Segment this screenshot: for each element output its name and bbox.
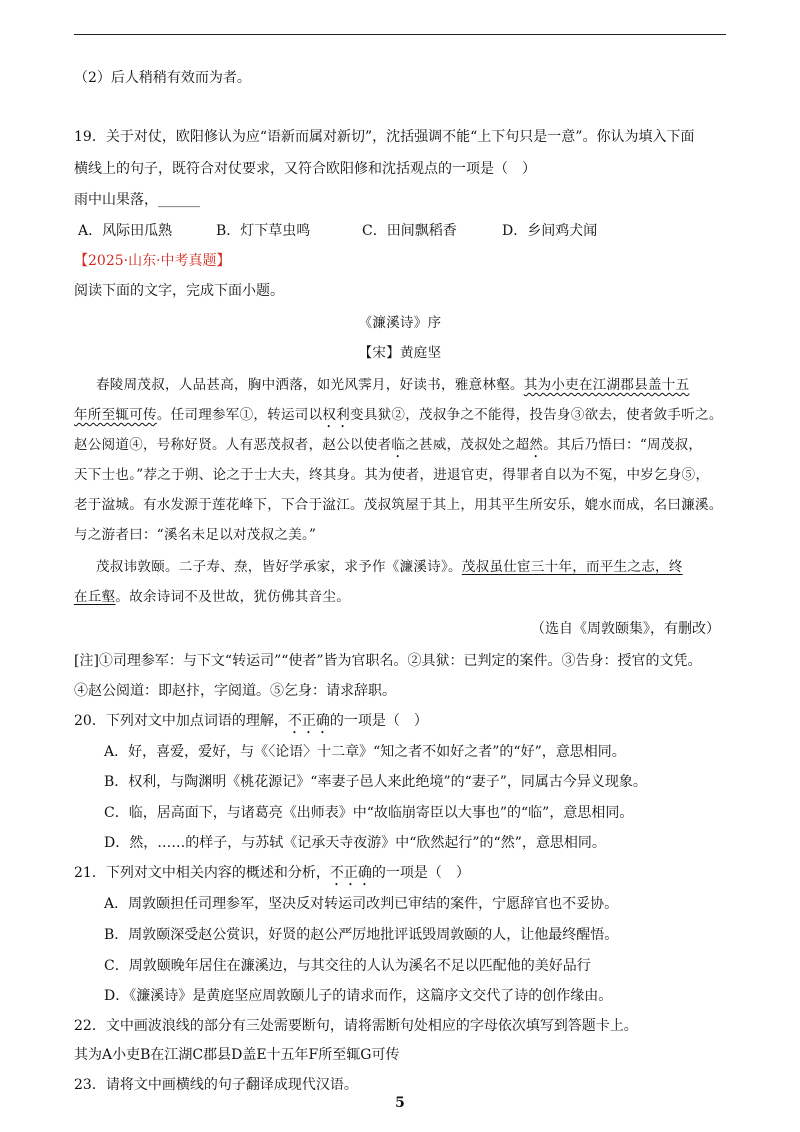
notes-line2: ④赵公阅道：即赵抃，字阅道。⑤乞身：请求辞职。	[74, 683, 396, 699]
passage-title: 《濂溪诗》序	[358, 315, 442, 331]
q20-option-b[interactable]: B．权利，与陶渊明《桃花源记》“率妻子邑人来此绝境”的“妻子”，同属古今异义现象。	[104, 774, 647, 790]
wavy-segment: 年所至辄可传	[74, 407, 157, 423]
q19-option-d[interactable]: D．乡间鸡犬闻	[502, 223, 598, 239]
source-tag: 【2025·山东·中考真题】	[74, 253, 231, 269]
passage-text: 之甚威，茂叔处之超	[405, 437, 530, 453]
q21-option-d[interactable]: D．《濂溪诗》是黄庭坚应周敦颐儿子的请求而作，这篇序文交代了诗的创作缘由。	[104, 988, 613, 1004]
q20-stem-text: 20．下列对文中加点词语的理解，	[74, 713, 288, 729]
passage-text: 春陵周茂叔，人品甚高，胸中洒落，如光风霁月，好读书，雅意林壑。	[96, 377, 524, 393]
q20-option-c[interactable]: C．临，居高面下，与诸葛亮《出师表》中“故临崩寄臣以大事也”的“临”，意思相同。	[104, 805, 634, 821]
passage-source: （选自《周敦颐集》，有删改）	[531, 621, 720, 637]
q22-line2: 其为A小吏B在江湖C郡县D盖E十五年F所至辄G可传	[74, 1047, 400, 1063]
passage-p2-line2	[74, 587, 350, 607]
passage-p1-line2	[74, 405, 723, 431]
passage-p1-line1	[96, 375, 689, 395]
passage-text: 。任司理参军①，转运司以	[156, 407, 323, 423]
q21-stem-text: 21．下列对文中相关内容的概述和分析，	[74, 865, 330, 881]
passage-p1-line3	[74, 435, 702, 461]
passage-text: 。其后乃悟曰：“周茂叔，	[543, 437, 703, 453]
q21-emphasis: 不正确	[329, 865, 372, 881]
underlined-sentence: 在丘壑	[74, 589, 116, 605]
q21-stem-end: 的一项是（ ）	[371, 865, 470, 881]
passage-text: 赵公阅道④，号称好贤。人有恶茂叔者，赵公以使者	[74, 437, 392, 453]
reading-instruction: 阅读下面的文字，完成下面小题。	[74, 283, 284, 299]
passage-author: 【宋】黄庭坚	[358, 345, 442, 361]
q20-emphasis: 不正确	[287, 713, 330, 729]
q19-option-c[interactable]: C．田间飘稻香	[362, 223, 457, 239]
passage-p1-line4: 天下士也。”荐之于朔、论之于士大夫，终其身。其为使者，进退官吏，得罪者自以为不冤，中岁乞身⑤，	[74, 467, 710, 483]
dotted-word-quanli: 权利	[322, 407, 351, 423]
q19-line1: 19．关于对仗，欧阳修认为应“语新而属对新切”，沈括强调不能“上下句只是一意”。你认为填入下面	[74, 129, 695, 145]
q23-line1: 23．请将文中画横线的句子翻译成现代汉语。	[74, 1077, 358, 1093]
q21-option-b[interactable]: B．周敦颐深受赵公赏识，好贤的赵公严厉地批评诋毁周敦颐的人，让他最终醒悟。	[104, 927, 619, 943]
passage-p1-line5: 老于湓城。有水发源于莲花峰下，下合于湓江。茂叔筑屋于其上，用其平生所安乐，媲水而成，名曰濂溪。	[74, 497, 723, 513]
header-rule	[74, 34, 726, 35]
underlined-sentence: 茂叔虽仕宦三十年，而平生之志，终	[461, 559, 683, 575]
answer-line: （2）后人稍稍有效而为者。	[74, 70, 251, 86]
wavy-segment: 其为小吏在江湖郡县盖十五	[523, 377, 690, 393]
q19-option-b[interactable]: B．灯下草虫鸣	[216, 223, 311, 239]
q21-stem	[74, 863, 470, 889]
q21-option-a[interactable]: A．周敦颐担任司理参军，坚决反对转运司改判已审结的案件，宁愿辞官也不妥协。	[104, 896, 619, 912]
dotted-word-ran: 然	[529, 437, 544, 453]
q20-stem-end: 的一项是（ ）	[329, 713, 428, 729]
q20-option-d[interactable]: D．然，……的样子，与苏轼《记承天寺夜游》中“欣然起行”的“然”，意思相同。	[104, 835, 606, 851]
q19-option-a[interactable]: A．风际田瓜熟	[78, 223, 173, 239]
q22-line1: 22．文中画波浪线的部分有三处需要断句，请将需断句处相应的字母依次填写到答题卡上。	[74, 1018, 638, 1034]
notes-line1: [注]①司理参军：与下文“转运司”“使者”皆为官职名。②具狱：已判定的案件。③告身：授官的文凭。	[74, 653, 702, 669]
q21-option-c[interactable]: C．周敦颐晚年居住在濂溪边，与其交往的人认为溪名不足以匹配他的美好品行	[104, 958, 591, 974]
passage-p2-line1	[96, 557, 683, 577]
q20-stem	[74, 711, 428, 737]
passage-text: 茂叔讳敦颐。二子寿、焘，皆好学承家，求予作《濂溪诗》。	[96, 559, 462, 575]
q19-line2: 横线上的句子，既符合对仗要求，又符合欧阳修和沈括观点的一项是（ ）	[74, 161, 536, 177]
q19-options	[78, 221, 597, 241]
q19-line3: 雨中山果落，______	[74, 192, 200, 208]
q20-option-a[interactable]: A．好，喜爱，爱好，与《〈论语〉十二章》“知之者不如好之者”的“好”，意思相同。	[104, 744, 626, 760]
passage-text: 。故余诗词不及世故，犹仿佛其音尘。	[115, 589, 351, 605]
passage-p1-line6: 与之游者曰：“溪名未足以对茂叔之美。”	[74, 527, 317, 543]
dotted-word-lin: 临	[391, 437, 406, 453]
passage-text: 变具狱②，茂叔争之不能得，投告身③欲去，使者敛手听之。	[350, 407, 723, 423]
page-number: 5	[395, 1095, 405, 1111]
